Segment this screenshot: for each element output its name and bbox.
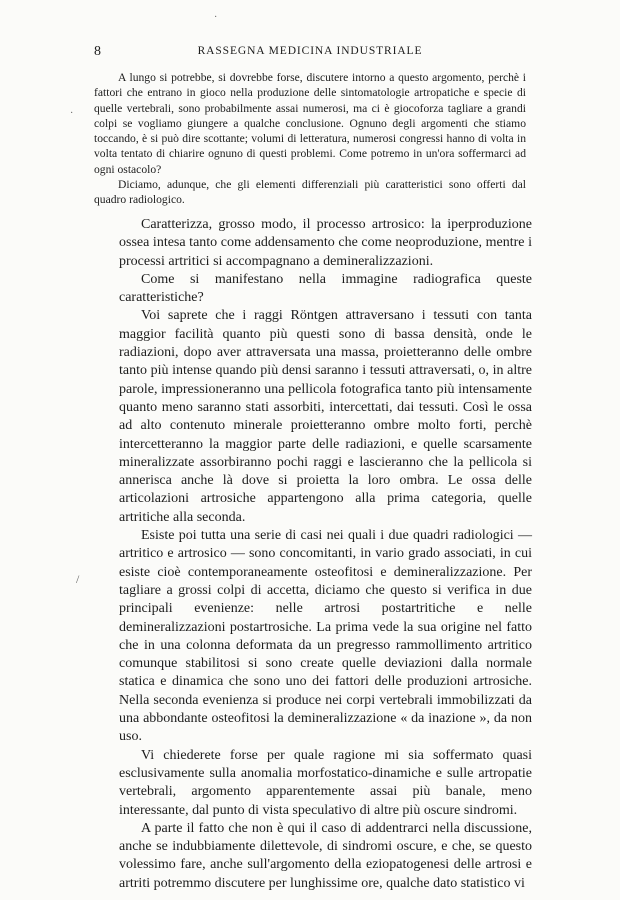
body-paragraph: Come si manifestano nella immagine radiografica queste caratteristiche? — [119, 271, 532, 306]
intro-text — [94, 70, 526, 208]
page-number: 8 — [94, 44, 101, 59]
body-paragraph: Esiste poi tutta una serie di casi nei quali i due quadri radiologici — artritico e artrosico — sono concomitanti, in vario grado associati, in cui esiste cioè contemporaneamente osteofitosi e demineralizzazione. Per tagliare a grossi colpi di accetta, diciamo che questo si verifica in due principali evenienze: nelle artrosi postartritiche e nelle demineralizzazioni postartrosiche. La prima vede la sua origine nel fatto che in una colonna deformata da un pregresso rammollimento artritico comunque stabilitosi si sono create quelle deviazioni dalla normale statica e dinamica che sono uno dei fattori delle produzioni artrosiche. Nella seconda evenienza si produce nei corpi vertebrali immobilizzati da una abbondante osteofitosi la demineralizzazione « da inazione », da non uso. — [119, 528, 532, 745]
intro-paragraph: Diciamo, adunque, che gli elementi differenziali più caratteristici sono offerti dal quadro radiologico. — [94, 178, 526, 207]
intro-paragraph: A lungo si potrebbe, si dovrebbe forse, discutere intorno a questo argomento, perchè i fattori che entrano in gioco nella produzione delle sintomatologie artropatiche e specie di quelle vertebrali, sono probabilmente assai numerosi, ma ci è giocoforza tagliare a grandi colpi se vogliamo giungere a qualche conclusione. Ognuno degli argomenti che stiamo toccando, è si può dire scottante; volumi di letteratura, numerosi congressi hanno di volta in volta tentato di chiarire ognuno di questi problemi. Come potremo in un'ora soffermarci ad ogni ostacolo? — [94, 71, 526, 176]
body-paragraph: A parte il fatto che non è qui il caso di addentrarci nella discussione, anche se indubbiamente dilettevole, di sindromi oscure, e che, se questo volessimo fare, anche sull'argomento della eziopatogenesi delle artrosi e artriti potremmo discutere per lunghissime ore, qualche dato statistico vi — [119, 820, 532, 891]
body-text — [119, 216, 532, 893]
body-paragraph: Caratterizza, grosso modo, il processo artrosico: la iperproduzione ossea intesa tanto come addensamento che come neoproduzione, mentre i processi artritici si accompagnano a demineralizzazioni. — [119, 217, 532, 269]
body-paragraph: Vi chiederete forse per quale ragione mi sia soffermato quasi esclusivamente sulla anomalia morfostatico-dinamiche e sulle artropatie vertebrali, argomento apparentemente assai più banale, meno interessante, dal punto di vista speculativo di altre più oscure sindromi. — [119, 747, 532, 818]
scan-speck: / — [76, 572, 80, 586]
body-paragraph: Voi saprete che i raggi Röntgen attraversano i tessuti con tanta maggior facilità quanto più questi sono di bassa densità, onde le radiazioni, dopo aver attraversata una massa, proietteranno delle ombre tanto più intense quando più densi saranno i tessuti attraversati, o, in altre parole, impressioneranno una pellicola fotografica tanto più intensamente quanto meno saranno stati assorbiti, intercettati, dai tessuti. Così le ossa ad alto contenuto minerale proietteranno ombre molto forti, perchè intercetteranno la maggior parte delle radiazioni, e quelle scarsamente mineralizzate assorbiranno pochi raggi e lascieranno che la pellicola si annerisca anche là dove si proietta la loro ombra. Le ossa delle articolazioni artrosiche appartengono alla prima categoria, quelle artritiche alla seconda. — [119, 308, 532, 525]
scan-speck: · — [70, 108, 74, 119]
running-title: RASSEGNA MEDICINA INDUSTRIALE — [197, 45, 423, 57]
scan-speck: · — [214, 12, 218, 23]
page-header — [94, 44, 526, 60]
